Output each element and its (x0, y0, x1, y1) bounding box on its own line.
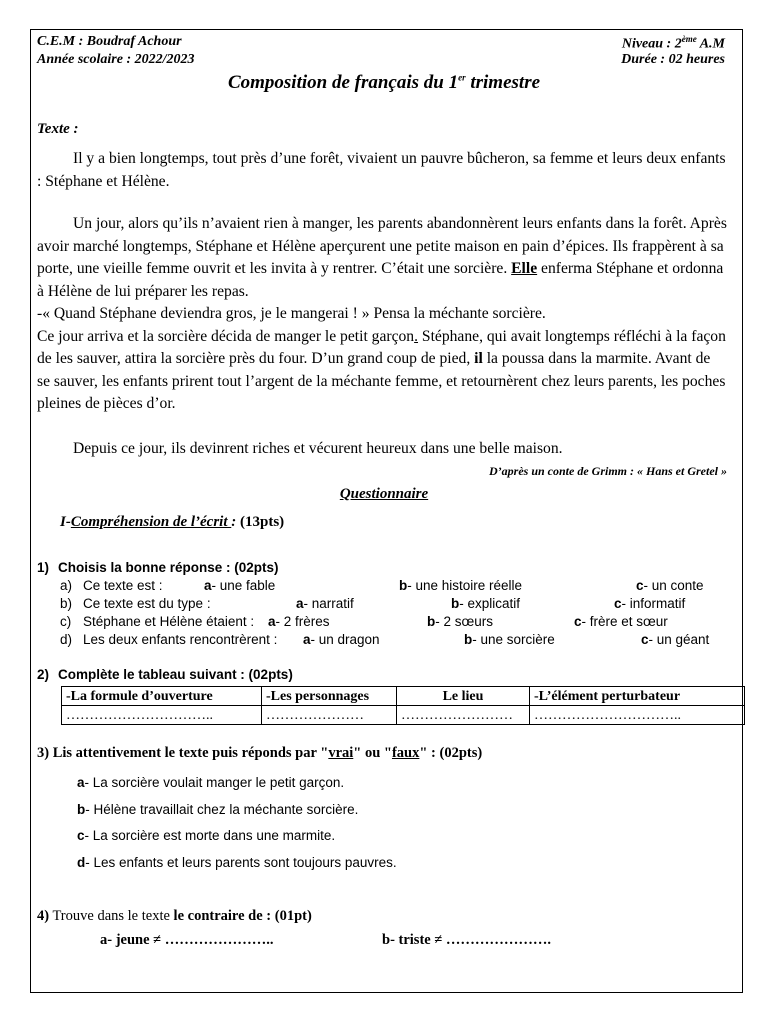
table-header-cell: -Les personnages (262, 687, 397, 706)
q1-option-c: c- informatif (614, 596, 686, 611)
q1-option-c: c- un géant (641, 632, 710, 647)
q1-item-letter: b) (60, 596, 73, 611)
q1-option-a: a- un dragon (303, 632, 380, 647)
text-source: D’après un conte de Grimm : « Hans et Gretel » (489, 464, 727, 478)
table-blank-cell[interactable]: …………………… (397, 706, 530, 725)
q1-option-a: a- narratif (296, 596, 354, 611)
school-year: Année scolaire : 2022/2023 (37, 52, 195, 67)
q1-option-c: c- un conte (636, 578, 704, 593)
table-blank-cell[interactable]: ………………… (262, 706, 397, 725)
completion-table (61, 686, 745, 725)
paragraph-2: Un jour, alors qu’ils n’avaient rien à manger, les parents abandonnèrent leurs enfants dans la forêt. Après avoir marché longtemps, Stéphane et Hélène aperçurent une petite maison en pain d’épices. Ils frappèrent à sa porte, une vieille femme ouvrit et les invita à y rentrer. C’était une sorcière. Elle enferma Stéphane et ordonna à Hélène de lui préparer les repas. -« Quand Stéphane deviendra gros, je le mangerai ! » Pensa la méchante sorcière. Ce jour arriva et la sorcière décida de manger le petit garçon. Stéphane, qui avait longtemps réfléchi à la façon de les sauver, attira la sorcière près du four. D’un grand coup de pied, il la poussa dans la marmite. Avant de se sauver, les enfants prirent tout l’argent de la méchante femme, et retournèrent chez leurs parents, les poches pleines de pièces d’or. (37, 215, 727, 412)
q1-heading: 1) Choisis la bonne réponse : (02pts) (37, 560, 279, 575)
q1-option-a: a- 2 frères (268, 614, 330, 629)
q1-option-c: c- frère et sœur (574, 614, 668, 629)
table-header-cell: -La formule d’ouverture (62, 687, 262, 706)
texte-label: Texte : (37, 121, 79, 137)
q3-heading: 3) Lis attentivement le texte puis réponds par "vrai" ou "faux" : (02pts) (37, 745, 483, 761)
q1-item-stem: Ce texte est du type : (83, 596, 211, 611)
q1-option-b: b- une histoire réelle (399, 578, 523, 593)
q1-item-stem: Stéphane et Hélène étaient : (83, 614, 255, 629)
table-blank-cell[interactable]: ………………………….. (62, 706, 262, 725)
duration: Durée : 02 heures (621, 52, 725, 67)
q1-option-b: b- explicatif (451, 596, 521, 611)
section-comprehension: I-Compréhension de l’écrit : (13pts) (60, 514, 285, 530)
questionnaire-title: Questionnaire (339, 486, 429, 502)
q1-item-letter: c) (60, 614, 72, 629)
q1-option-b: b- une sorcière (464, 632, 555, 647)
table-blank-cell[interactable]: ………………………….. (530, 706, 745, 725)
paragraph-5: Depuis ce jour, ils devinrent riches et vécurent heureux dans une belle maison. (73, 440, 563, 457)
q4-heading: 4) Trouve dans le texte le contraire de : (01pt) (37, 908, 312, 924)
level: Niveau : 2ème A.M (621, 34, 725, 52)
q4-answer-b[interactable]: b- triste ≠ …………………. (382, 932, 552, 948)
q3-item: c- La sorcière est morte dans une marmite. (77, 828, 336, 843)
table-header-cell: -L’élément perturbateur (530, 687, 745, 706)
q1-option-b: b- 2 sœurs (427, 614, 494, 629)
page-title: Composition de français du 1er trimestre (227, 72, 541, 93)
q2-heading: 2) Complète le tableau suivant : (02pts) (37, 667, 293, 682)
table-header-row (62, 687, 745, 706)
q1-option-a: a- une fable (204, 578, 276, 593)
q4-answer-a[interactable]: a- jeune ≠ ………………….. (100, 932, 274, 948)
q3-item: a- La sorcière voulait manger le petit garçon. (77, 775, 345, 790)
q3-item: b- Hélène travaillait chez la méchante sorcière. (77, 802, 359, 817)
table-row (62, 706, 745, 725)
paragraph-1: Il y a bien longtemps, tout près d’une forêt, vivaient un pauvre bûcheron, sa femme et leurs deux enfants : Stéphane et Hélène. (37, 150, 726, 190)
q1-item-letter: a) (60, 578, 73, 593)
q1-item-stem: Ce texte est : (83, 578, 163, 593)
q3-item: d- Les enfants et leurs parents sont toujours pauvres. (77, 855, 397, 870)
table-header-cell: Le lieu (397, 687, 530, 706)
q1-item-stem: Les deux enfants rencontrèrent : (83, 632, 278, 647)
q1-item-letter: d) (60, 632, 73, 647)
school-name: C.E.M : Boudraf Achour (37, 34, 182, 49)
